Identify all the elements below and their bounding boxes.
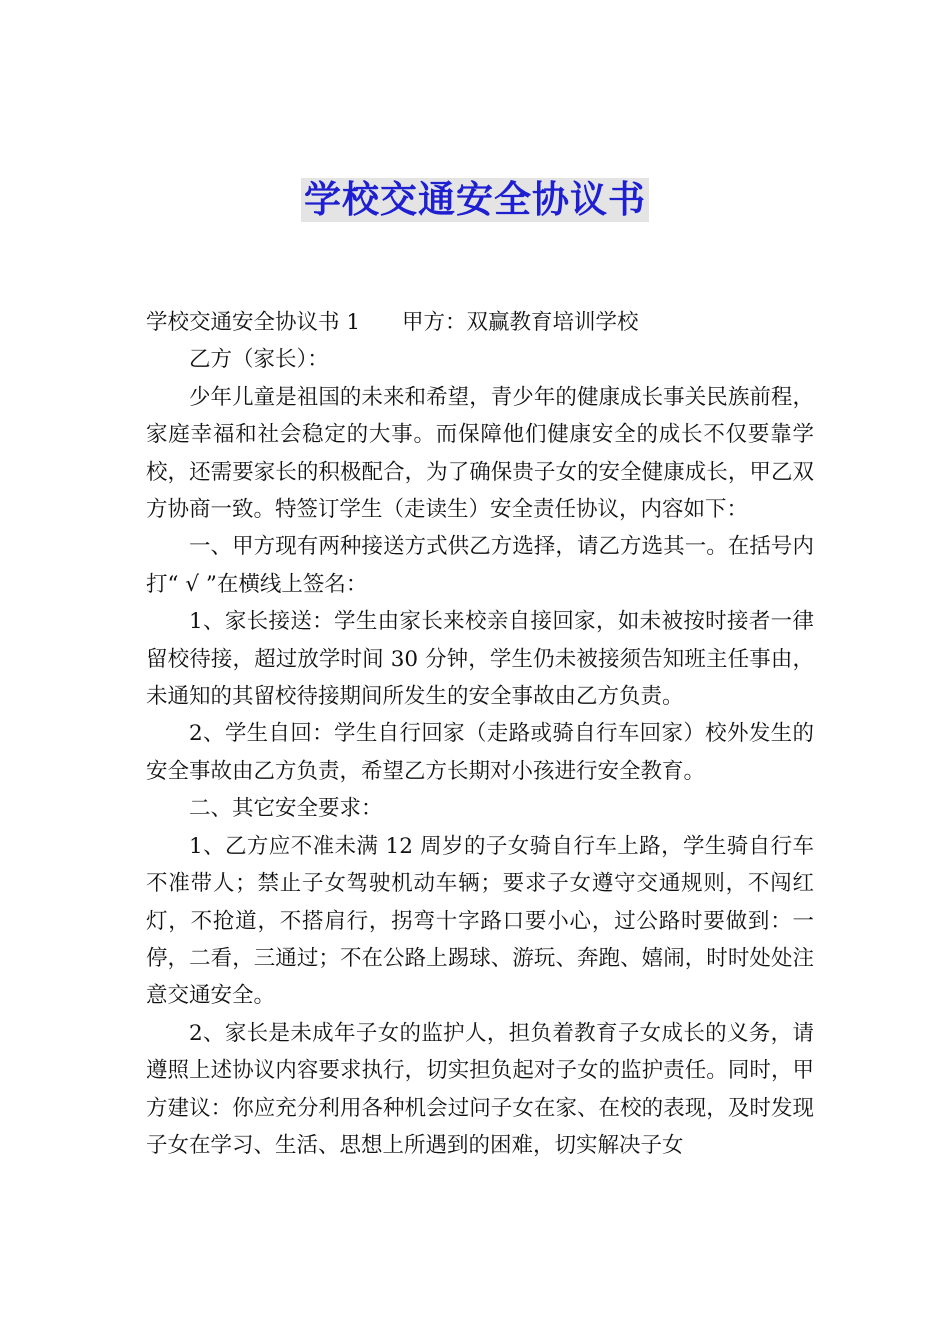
title-container — [0, 178, 950, 222]
heading-line-left: 学校交通安全协议书 1 — [146, 310, 361, 335]
paragraph-preamble: 少年儿童是祖国的未来和希望，青少年的健康成长事关民族前程，家庭幸福和社会稳定的大事。而保障他们健康安全的成长不仅要靠学校，还需要家长的积极配合，为了确保贵子女的安全健康成长，甲乙双方协商一致。特签订学生（走读生）安全责任协议，内容如下： — [146, 384, 814, 523]
paragraph-item-1-2: 2、学生自回：学生自行回家（走路或骑自行车回家）校外发生的安全事故由乙方负责，希望乙方长期对小孩进行安全教育。 — [146, 721, 814, 784]
heading-line-right: 甲方：双赢教育培训学校 — [402, 310, 639, 335]
paragraph-item-2-2: 2、家长是未成年子女的监护人，担负着教育子女成长的义务，请遵照上述协议内容要求执行，切实担负起对子女的监护责任。同时，甲方建议：你应充分利用各种机会过问子女在家、在校的表现，及时发现子女在学习、生活、思想上所遇到的困难，切实解决子女 — [146, 1020, 814, 1158]
paragraph-section-2: 二、其它安全要求： — [189, 796, 383, 822]
document-body — [146, 304, 814, 1164]
heading-line — [146, 304, 814, 341]
paragraph-party-b: 乙方（家长）： — [189, 347, 329, 373]
paragraph-section-1: 一、甲方现有两种接送方式供乙方选择，请乙方选其一。在括号内打“ √ ”在横线上签名： — [146, 534, 814, 597]
document-title: 学校交通安全协议书 — [301, 178, 649, 222]
paragraph-item-2-1: 1、乙方应不准未满 12 周岁的子女骑自行车上路，学生骑自行车不准带人；禁止子女驾驶机动车辆；要求子女遵守交通规则，不闯红灯，不抢道，不搭肩行，拐弯十字路口要小心，过公路时要做到：一停，二看，三通过；不在公路上踢球、游玩、奔跑、嬉闹，时时处处注意交通安全。 — [146, 833, 814, 1009]
paragraph-item-1-1: 1、家长接送：学生由家长来校亲自接回家，如未被按时接者一律留校待接，超过放学时间 30 分钟，学生仍未被接须告知班主任事由，未通知的其留校待接期间所发生的安全事故由乙方负责。 — [146, 609, 814, 710]
